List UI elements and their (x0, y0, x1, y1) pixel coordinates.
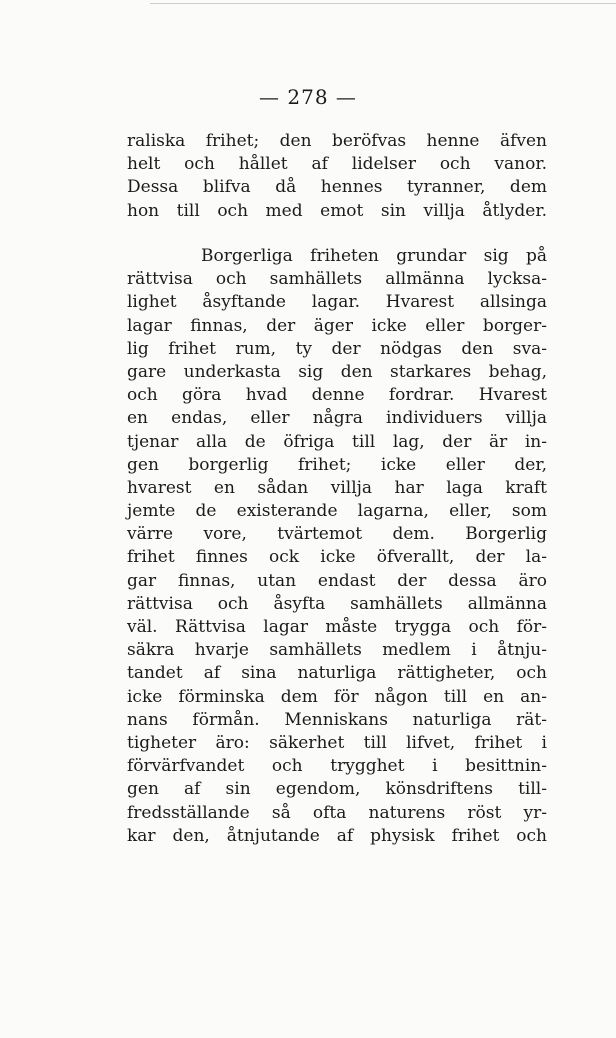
text-line: värre vore, tvärtemot dem. Borgerlig (127, 524, 547, 545)
text-line: rättvisa och åsyfta samhällets allmänna (127, 593, 547, 614)
text-line: lig frihet rum, ty der nödgas den sva- (127, 338, 547, 359)
paragraph-2 (127, 245, 547, 848)
text-line: tjenar alla de öfriga till lag, der är in- (127, 431, 547, 452)
text-line: gen af sin egendom, könsdriftens till- (127, 779, 547, 800)
text-line: raliska frihet; den beröfvas henne äfven (127, 131, 547, 151)
page-number: — 278 — (259, 85, 357, 109)
text-line: och göra hvad denne fordrar. Hvarest (127, 385, 547, 406)
text-line: hvarest en sådan villja har laga kraft (127, 477, 547, 498)
text-line: gare underkasta sig den starkares behag, (127, 361, 547, 382)
text-line: rättvisa och samhällets allmänna lycksa- (127, 269, 547, 290)
text-line: väl. Rättvisa lagar måste trygga och för- (127, 617, 547, 637)
text-line: helt och hållet af lidelser och vanor. (127, 154, 547, 175)
text-line: Borgerliga friheten grundar sig på (201, 246, 547, 266)
text-line: tandet af sina naturliga rättigheter, och (127, 663, 547, 684)
text-line: gen borgerlig frihet; icke eller der, (127, 454, 547, 475)
text-line: nans förmån. Menniskans naturliga rät- (127, 709, 547, 730)
text-line: lighet åsyftande lagar. Hvarest allsinga (127, 292, 547, 313)
text-line: gar finnas, utan endast der dessa äro (127, 570, 547, 591)
paragraph-1 (127, 130, 547, 223)
text-line: jemte de existerande lagarna, eller, som (127, 501, 547, 522)
text-line: förvärfvandet och trygghet i besittnin- (127, 756, 547, 777)
text-line: hon till och med emot sin villja åtlyder. (127, 200, 547, 221)
text-line: frihet finnes ock icke öfverallt, der la- (127, 547, 547, 568)
text-line: lagar finnas, der äger icke eller borger- (127, 315, 547, 336)
text-line: säkra hvarje samhällets medlem i åtnju- (127, 640, 547, 661)
text-line: tigheter äro: säkerhet till lifvet, frihet i (127, 732, 547, 753)
text-line: en endas, eller några individuers villja (127, 408, 547, 429)
text-line: kar den, åtnjutande af physisk frihet och (127, 825, 547, 846)
text-line: icke förminska dem för någon till en an- (127, 686, 547, 707)
text-line: Dessa blifva då hennes tyranner, dem (127, 177, 547, 198)
text-line: fredsställande så ofta naturens röst yr- (127, 802, 547, 823)
page-edge-line (150, 3, 616, 4)
